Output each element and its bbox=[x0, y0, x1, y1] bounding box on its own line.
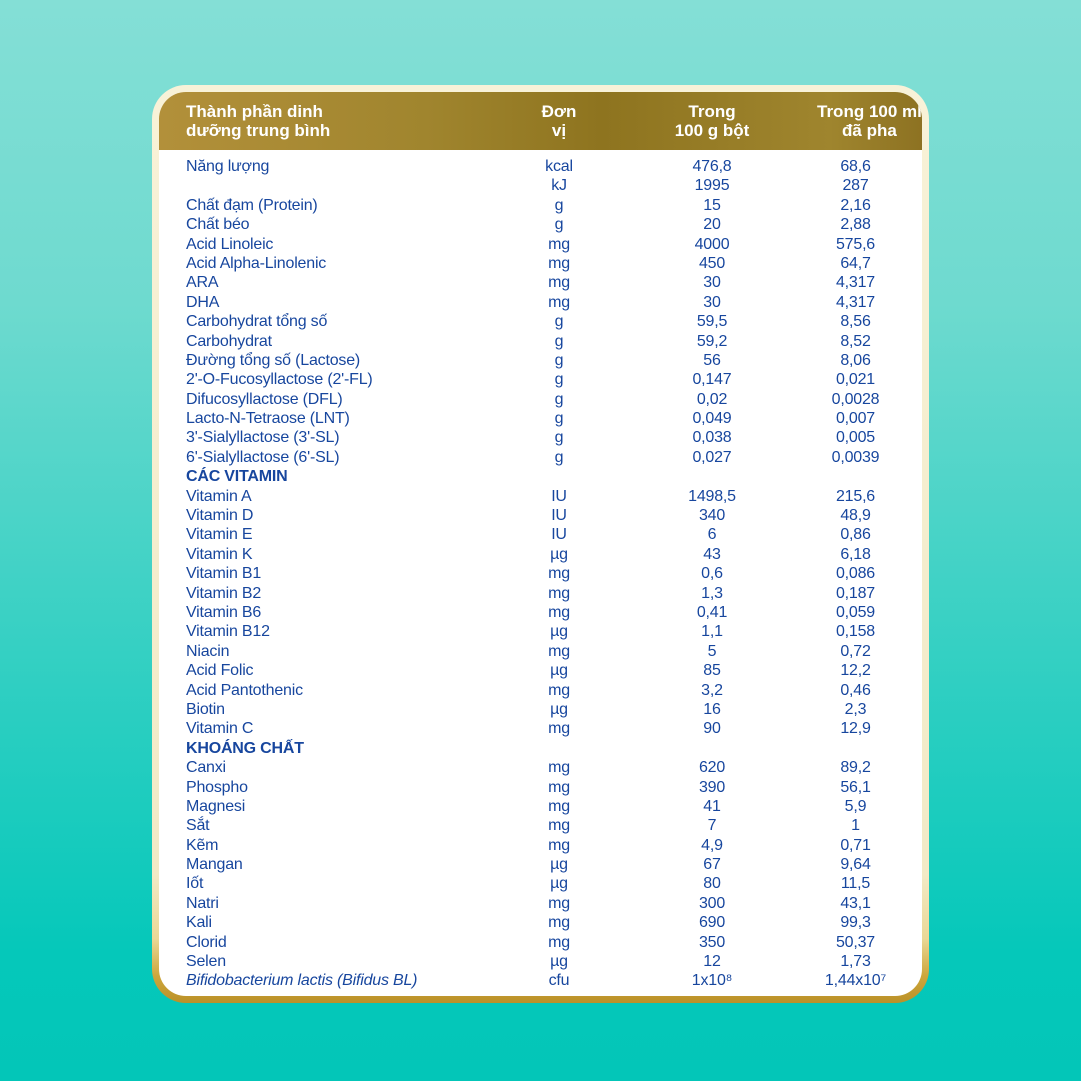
per-100ml-cell: 5,9 bbox=[844, 797, 867, 815]
nutrition-table bbox=[159, 92, 922, 996]
table-row bbox=[159, 681, 922, 700]
per-100ml-cell: 0,086 bbox=[835, 565, 876, 583]
nutrient-name: Vitamin B6 bbox=[186, 603, 262, 621]
unit-cell: IU bbox=[551, 487, 567, 505]
per-100ml-cell: 12,2 bbox=[840, 662, 871, 680]
table-row bbox=[159, 913, 922, 932]
per-100g-cell: 0,02 bbox=[696, 390, 728, 408]
nutrition-facts-card bbox=[152, 85, 929, 1003]
nutrient-name: Chất béo bbox=[186, 216, 250, 234]
per-100ml-cell: 0,005 bbox=[835, 429, 876, 447]
table-row bbox=[159, 642, 922, 661]
unit-cell: IU bbox=[551, 526, 567, 544]
unit-cell: kcal bbox=[545, 158, 573, 175]
nutrient-name: Selen bbox=[186, 953, 226, 971]
unit-cell: g bbox=[554, 332, 564, 350]
per-100ml-cell: 12,9 bbox=[840, 720, 871, 738]
column-header-per-100ml bbox=[817, 102, 922, 140]
per-100g-cell: 1,3 bbox=[701, 584, 723, 602]
nutrient-name: Vitamin B12 bbox=[186, 623, 270, 641]
per-100ml-cell: 2,3 bbox=[844, 700, 867, 718]
table-row bbox=[159, 196, 922, 215]
per-100g-cell: 30 bbox=[703, 293, 721, 311]
per-100ml-cell: 0,72 bbox=[840, 642, 871, 660]
per-100g-cell: 59,5 bbox=[696, 313, 728, 331]
table-row bbox=[159, 971, 922, 990]
table-row bbox=[159, 700, 922, 719]
nutrient-name: ARA bbox=[186, 274, 219, 292]
per-100ml-cell: 0,71 bbox=[840, 836, 871, 854]
unit-cell: mg bbox=[548, 642, 570, 660]
table-row bbox=[159, 254, 922, 273]
table-row bbox=[159, 390, 922, 409]
nutrient-name: Canxi bbox=[186, 759, 226, 777]
per-100ml-cell: 575,6 bbox=[835, 235, 876, 253]
per-100ml-cell: 48,9 bbox=[840, 507, 871, 525]
per-100g-cell: 43 bbox=[703, 545, 721, 563]
table-row bbox=[159, 778, 922, 797]
per-100g-cell: 4,9 bbox=[701, 836, 723, 854]
nutrient-name: Iốt bbox=[186, 875, 204, 893]
column-header-per-100ml-line1: Trong 100 ml bbox=[817, 102, 922, 121]
table-header-row bbox=[159, 92, 922, 150]
nutrient-name: Mangan bbox=[186, 856, 243, 874]
table-row bbox=[159, 797, 922, 816]
per-100g-cell: 7 bbox=[707, 817, 717, 835]
unit-cell: mg bbox=[548, 933, 570, 951]
unit-cell: mg bbox=[548, 584, 570, 602]
per-100g-cell: 5 bbox=[707, 642, 717, 660]
table-row bbox=[159, 545, 922, 564]
nutrient-name: Vitamin C bbox=[186, 720, 254, 738]
table-row bbox=[159, 719, 922, 738]
per-100g-cell: 0,41 bbox=[696, 603, 728, 621]
unit-cell: g bbox=[554, 429, 564, 447]
table-row bbox=[159, 584, 922, 603]
unit-cell: mg bbox=[548, 894, 570, 912]
per-100ml-cell: 50,37 bbox=[835, 933, 876, 951]
unit-cell: mg bbox=[548, 836, 570, 854]
nutrient-name: Carbohydrat bbox=[186, 332, 272, 350]
unit-cell: mg bbox=[548, 274, 570, 292]
per-100g-cell: 20 bbox=[703, 216, 721, 234]
unit-cell: g bbox=[554, 313, 564, 331]
per-100ml-cell: 287 bbox=[842, 177, 869, 195]
per-100ml-cell: 2,88 bbox=[840, 216, 871, 234]
table-row bbox=[159, 448, 922, 467]
column-header-per-100g-line1: Trong bbox=[688, 102, 736, 121]
column-header-per-100ml-line2: đã pha bbox=[842, 121, 897, 140]
per-100ml-cell: 6,18 bbox=[840, 545, 871, 563]
unit-cell: cfu bbox=[548, 972, 570, 990]
per-100g-cell: 15 bbox=[703, 196, 721, 214]
per-100g-cell: 0,6 bbox=[701, 565, 723, 583]
unit-cell: mg bbox=[548, 293, 570, 311]
unit-cell: µg bbox=[550, 856, 568, 874]
per-100g-cell: 80 bbox=[703, 875, 721, 893]
per-100g-cell: 1x10⁸ bbox=[691, 972, 733, 990]
nutrient-name: CÁC VITAMIN bbox=[186, 468, 288, 486]
nutrient-name: Natri bbox=[186, 894, 219, 912]
per-100ml-cell: 0,86 bbox=[840, 526, 871, 544]
per-100ml-cell: 99,3 bbox=[840, 914, 871, 932]
nutrient-name: Acid Folic bbox=[186, 662, 254, 680]
unit-cell: µg bbox=[550, 623, 568, 641]
unit-cell: g bbox=[554, 196, 564, 214]
per-100g-cell: 30 bbox=[703, 274, 721, 292]
table-row bbox=[159, 952, 922, 971]
nutrient-name: Đường tổng số (Lactose) bbox=[186, 351, 361, 369]
per-100ml-cell: 2,16 bbox=[840, 196, 871, 214]
unit-cell: mg bbox=[548, 254, 570, 272]
unit-cell: µg bbox=[550, 953, 568, 971]
per-100g-cell: 0,147 bbox=[692, 371, 732, 389]
nutrient-name: 2'-O-Fucosyllactose (2'-FL) bbox=[186, 371, 373, 389]
unit-cell: g bbox=[554, 371, 564, 389]
nutrient-name: Sắt bbox=[186, 817, 210, 835]
table-row bbox=[159, 332, 922, 351]
per-100ml-cell: 8,56 bbox=[840, 313, 871, 331]
per-100g-cell: 0,038 bbox=[692, 429, 732, 447]
per-100g-cell: 620 bbox=[698, 759, 726, 777]
column-header-unit-line2: vị bbox=[551, 121, 567, 140]
nutrient-name: Bifidobacterium lactis (Bifidus BL) bbox=[186, 972, 418, 990]
table-row bbox=[159, 370, 922, 389]
nutrient-name: Acid Alpha-Linolenic bbox=[186, 254, 327, 272]
per-100g-cell: 4000 bbox=[694, 235, 730, 253]
per-100ml-cell: 4,317 bbox=[835, 274, 876, 292]
nutrient-name: KHOÁNG CHẤT bbox=[186, 739, 304, 757]
table-row bbox=[159, 603, 922, 622]
nutrient-name: Kẽm bbox=[186, 836, 219, 854]
table-row bbox=[159, 157, 922, 176]
per-100g-cell: 85 bbox=[703, 662, 721, 680]
unit-cell: g bbox=[554, 448, 564, 466]
per-100ml-cell: 68,6 bbox=[840, 158, 871, 175]
table-row bbox=[159, 506, 922, 525]
unit-cell: mg bbox=[548, 565, 570, 583]
table-row bbox=[159, 235, 922, 254]
column-header-unit-line1: Đơn bbox=[541, 102, 577, 121]
per-100g-cell: 41 bbox=[703, 797, 721, 815]
per-100g-cell: 1995 bbox=[694, 177, 730, 195]
per-100ml-cell: 11,5 bbox=[840, 875, 871, 893]
per-100ml-cell: 4,317 bbox=[835, 293, 876, 311]
unit-cell: mg bbox=[548, 778, 570, 796]
table-row bbox=[159, 933, 922, 952]
per-100ml-cell: 0,158 bbox=[835, 623, 876, 641]
per-100ml-cell: 1 bbox=[851, 817, 860, 835]
per-100ml-cell: 0,021 bbox=[835, 371, 876, 389]
nutrient-name: Vitamin D bbox=[186, 507, 254, 525]
per-100g-cell: 340 bbox=[698, 507, 726, 525]
per-100g-cell: 67 bbox=[703, 856, 721, 874]
nutrient-name: Biotin bbox=[186, 700, 225, 718]
per-100g-cell: 12 bbox=[703, 953, 721, 971]
per-100g-cell: 0,027 bbox=[692, 448, 732, 466]
table-row bbox=[159, 273, 922, 292]
unit-cell: µg bbox=[550, 875, 568, 893]
nutrient-name: Vitamin B1 bbox=[186, 565, 262, 583]
unit-cell: g bbox=[554, 390, 564, 408]
table-row bbox=[159, 894, 922, 913]
column-header-ingredient-line2: dưỡng trung bình bbox=[186, 121, 331, 140]
per-100g-cell: 3,2 bbox=[701, 681, 723, 699]
per-100ml-cell: 0,46 bbox=[840, 681, 871, 699]
per-100ml-cell: 43,1 bbox=[840, 894, 871, 912]
nutrient-name: Acid Pantothenic bbox=[186, 681, 303, 699]
table-row bbox=[159, 874, 922, 893]
unit-cell: mg bbox=[548, 681, 570, 699]
unit-cell: g bbox=[554, 410, 564, 428]
table-row bbox=[159, 564, 922, 583]
unit-cell: kJ bbox=[551, 177, 567, 195]
unit-cell: g bbox=[554, 351, 564, 369]
table-row bbox=[159, 428, 922, 447]
nutrient-name: Kali bbox=[186, 914, 212, 932]
nutrient-name: Vitamin A bbox=[186, 487, 252, 505]
unit-cell: µg bbox=[550, 662, 568, 680]
unit-cell: mg bbox=[548, 914, 570, 932]
nutrient-name: Năng lượng bbox=[186, 158, 270, 175]
nutrient-name: 6'-Sialyllactose (6'-SL) bbox=[186, 448, 340, 466]
table-row bbox=[159, 836, 922, 855]
table-row bbox=[159, 487, 922, 506]
unit-cell: mg bbox=[548, 759, 570, 777]
per-100g-cell: 476,8 bbox=[692, 158, 732, 175]
per-100ml-cell: 0,187 bbox=[835, 584, 876, 602]
per-100ml-cell: 8,06 bbox=[840, 351, 871, 369]
column-header-ingredient bbox=[159, 102, 511, 140]
section-header-row bbox=[159, 739, 922, 758]
per-100ml-cell: 0,059 bbox=[835, 603, 876, 621]
nutrient-name: Acid Linoleic bbox=[186, 235, 274, 253]
section-header-row bbox=[159, 467, 922, 486]
table-row bbox=[159, 351, 922, 370]
table-row bbox=[159, 525, 922, 544]
table-body bbox=[159, 150, 922, 996]
table-row bbox=[159, 758, 922, 777]
nutrient-name: Phospho bbox=[186, 778, 248, 796]
per-100ml-cell: 64,7 bbox=[840, 254, 871, 272]
nutrient-name: Difucosyllactose (DFL) bbox=[186, 390, 343, 408]
per-100ml-cell: 89,2 bbox=[840, 759, 871, 777]
per-100g-cell: 1498,5 bbox=[688, 487, 736, 505]
per-100g-cell: 90 bbox=[703, 720, 721, 738]
nutrient-name: DHA bbox=[186, 293, 220, 311]
nutrient-name: Niacin bbox=[186, 642, 230, 660]
per-100g-cell: 59,2 bbox=[696, 332, 728, 350]
per-100g-cell: 56 bbox=[703, 351, 721, 369]
per-100g-cell: 0,049 bbox=[692, 410, 732, 428]
per-100g-cell: 300 bbox=[698, 894, 726, 912]
per-100ml-cell: 0,0039 bbox=[831, 448, 880, 466]
nutrient-name: 3'-Sialyllactose (3'-SL) bbox=[186, 429, 340, 447]
per-100ml-cell: 56,1 bbox=[840, 778, 871, 796]
table-row bbox=[159, 409, 922, 428]
per-100ml-cell: 0,0028 bbox=[831, 390, 880, 408]
nutrient-name: Clorid bbox=[186, 933, 227, 951]
nutrient-name: Vitamin K bbox=[186, 545, 253, 563]
table-row bbox=[159, 176, 922, 195]
column-header-ingredient-line1: Thành phần dinh bbox=[186, 102, 323, 121]
unit-cell: mg bbox=[548, 720, 570, 738]
column-header-unit bbox=[511, 102, 607, 140]
per-100ml-cell: 1,44x10⁷ bbox=[824, 972, 887, 990]
per-100g-cell: 1,1 bbox=[701, 623, 723, 641]
nutrient-name: Vitamin B2 bbox=[186, 584, 262, 602]
unit-cell: mg bbox=[548, 603, 570, 621]
column-header-per-100g-line2: 100 g bột bbox=[674, 121, 750, 140]
unit-cell: µg bbox=[550, 700, 568, 718]
table-row bbox=[159, 855, 922, 874]
table-row bbox=[159, 312, 922, 331]
unit-cell: g bbox=[554, 216, 564, 234]
per-100g-cell: 16 bbox=[703, 700, 721, 718]
table-row bbox=[159, 661, 922, 680]
table-row bbox=[159, 816, 922, 835]
per-100ml-cell: 9,64 bbox=[840, 856, 871, 874]
per-100ml-cell: 1,73 bbox=[840, 953, 871, 971]
unit-cell: mg bbox=[548, 235, 570, 253]
per-100g-cell: 690 bbox=[698, 914, 726, 932]
per-100ml-cell: 0,007 bbox=[835, 410, 876, 428]
unit-cell: mg bbox=[548, 817, 570, 835]
unit-cell: IU bbox=[551, 507, 567, 525]
unit-cell: mg bbox=[548, 797, 570, 815]
nutrient-name: Lacto-N-Tetraose (LNT) bbox=[186, 410, 350, 428]
per-100g-cell: 450 bbox=[698, 254, 726, 272]
per-100g-cell: 350 bbox=[698, 933, 726, 951]
per-100g-cell: 6 bbox=[707, 526, 717, 544]
per-100ml-cell: 215,6 bbox=[835, 487, 876, 505]
nutrient-name: Carbohydrat tổng số bbox=[186, 313, 328, 331]
per-100g-cell: 390 bbox=[698, 778, 726, 796]
nutrient-name: Magnesi bbox=[186, 797, 246, 815]
column-header-per-100g bbox=[607, 102, 817, 140]
table-row bbox=[159, 622, 922, 641]
per-100ml-cell: 8,52 bbox=[840, 332, 871, 350]
table-row bbox=[159, 215, 922, 234]
nutrient-name: Chất đạm (Protein) bbox=[186, 196, 318, 214]
table-row bbox=[159, 293, 922, 312]
nutrient-name: Vitamin E bbox=[186, 526, 253, 544]
unit-cell: µg bbox=[550, 545, 568, 563]
